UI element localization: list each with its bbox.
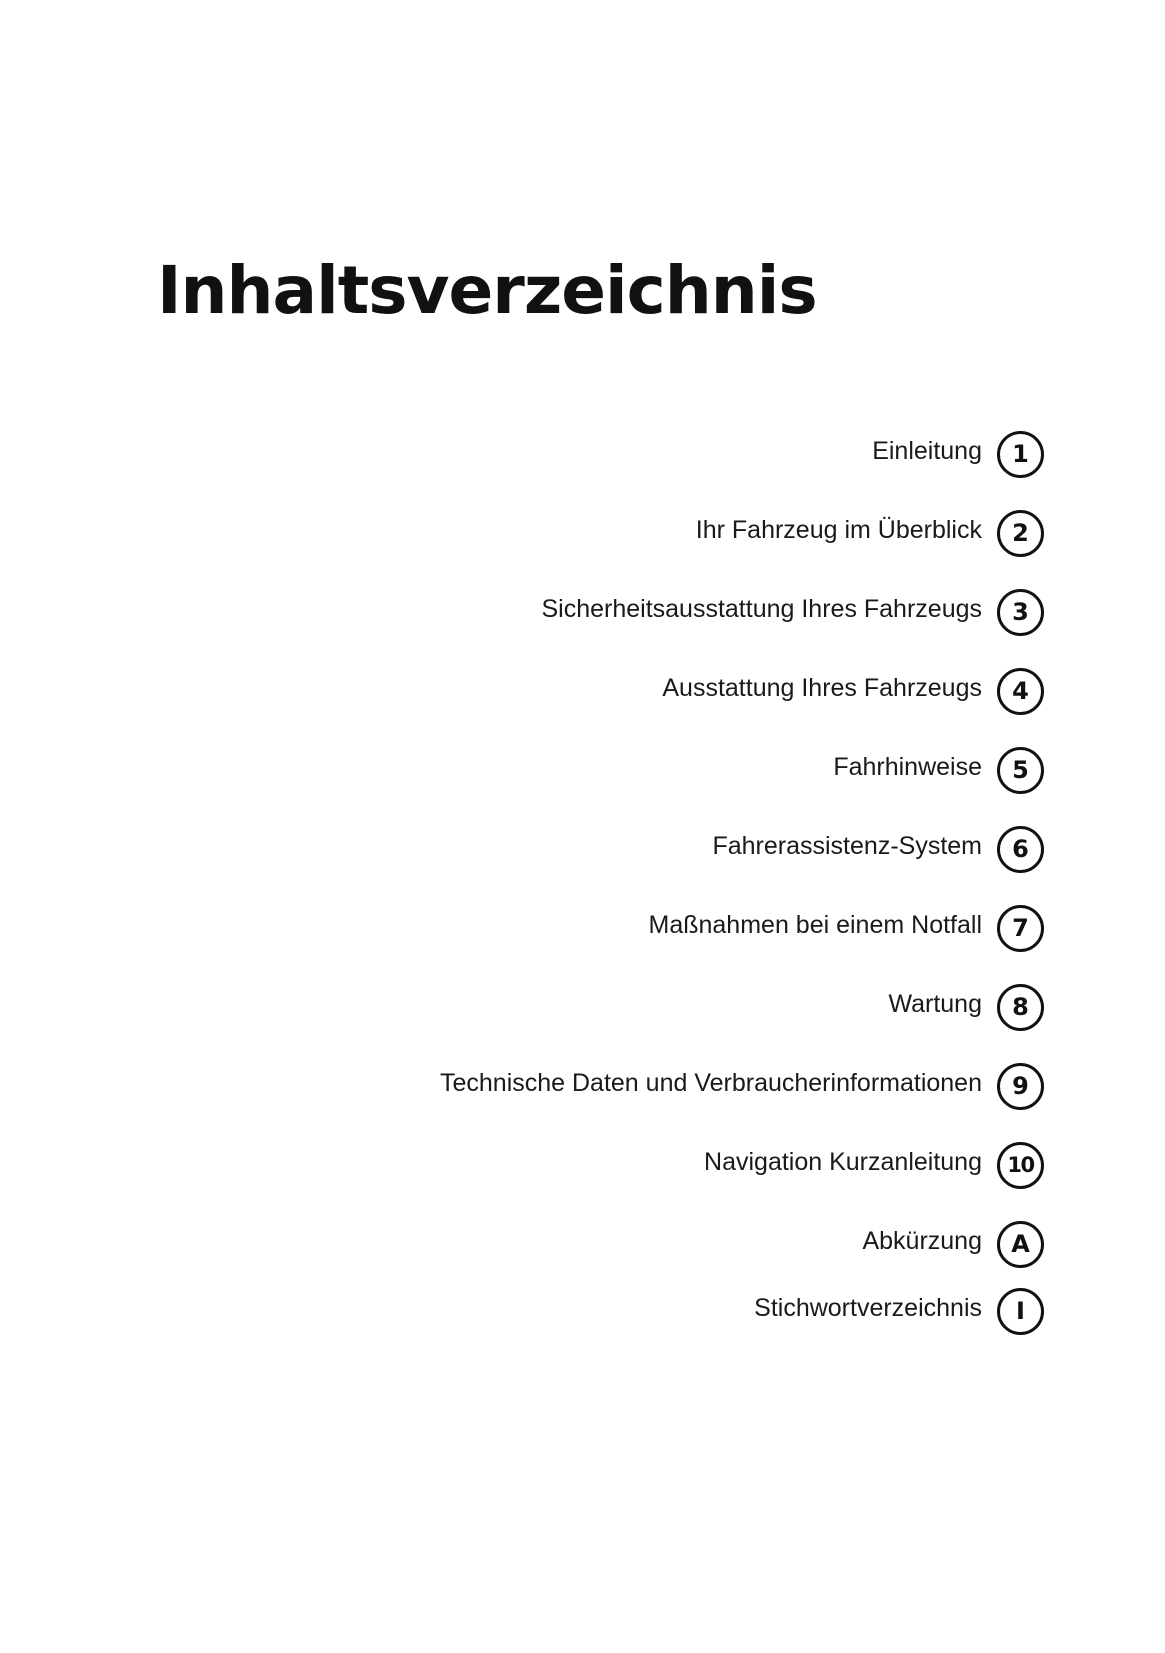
toc-entry-label: Navigation Kurzanleitung <box>704 1147 982 1176</box>
toc-entry-einleitung[interactable] <box>244 430 1044 478</box>
toc-entry-fahrhinweise[interactable] <box>244 746 1044 794</box>
chapter-number-badge: 1 <box>997 431 1044 478</box>
toc-entry-fahrzeug-ueberblick[interactable] <box>244 509 1044 557</box>
chapter-number-badge: 5 <box>997 747 1044 794</box>
toc-entry-label: Fahrerassistenz-System <box>712 831 982 860</box>
toc-entry-label: Ausstattung Ihres Fahrzeugs <box>662 673 982 702</box>
chapter-number-badge: 4 <box>997 668 1044 715</box>
toc-entry-label: Einleitung <box>872 436 982 465</box>
chapter-number-badge: 3 <box>997 589 1044 636</box>
chapter-number-badge: 6 <box>997 826 1044 873</box>
toc-entry-sicherheitsausstattung[interactable] <box>244 588 1044 636</box>
toc-entry-navigation[interactable] <box>244 1141 1044 1189</box>
toc-entry-label: Technische Daten und Verbraucherinformationen <box>439 1068 982 1097</box>
toc-entry-ausstattung[interactable] <box>244 667 1044 715</box>
chapter-number-badge: 7 <box>997 905 1044 952</box>
toc-entry-wartung[interactable] <box>244 983 1044 1031</box>
toc-entry-technische-daten[interactable] <box>244 1062 1044 1110</box>
index-letter-badge: I <box>997 1288 1044 1335</box>
toc-entry-fahrerassistenz[interactable] <box>244 825 1044 873</box>
toc-entry-abkuerzung[interactable] <box>244 1220 1044 1268</box>
toc-entry-label: Sicherheitsausstattung Ihres Fahrzeugs <box>541 594 982 623</box>
chapter-number-badge: 10 <box>997 1142 1044 1189</box>
table-of-contents <box>244 430 1044 1366</box>
appendix-letter-badge: A <box>997 1221 1044 1268</box>
toc-entry-notfall[interactable] <box>244 904 1044 952</box>
toc-entry-label: Wartung <box>888 989 982 1018</box>
toc-entry-label: Ihr Fahrzeug im Überblick <box>695 515 982 544</box>
page-title: Inhaltsverzeichnis <box>157 252 817 329</box>
chapter-number-badge: 2 <box>997 510 1044 557</box>
toc-entry-label: Abkürzung <box>862 1226 982 1255</box>
toc-entry-label: Fahrhinweise <box>833 752 982 781</box>
toc-entry-label: Maßnahmen bei einem Notfall <box>648 910 982 939</box>
chapter-number-badge: 8 <box>997 984 1044 1031</box>
chapter-number-badge: 9 <box>997 1063 1044 1110</box>
toc-entry-label: Stichwortverzeichnis <box>754 1293 982 1322</box>
toc-entry-stichwortverzeichnis[interactable] <box>244 1287 1044 1335</box>
